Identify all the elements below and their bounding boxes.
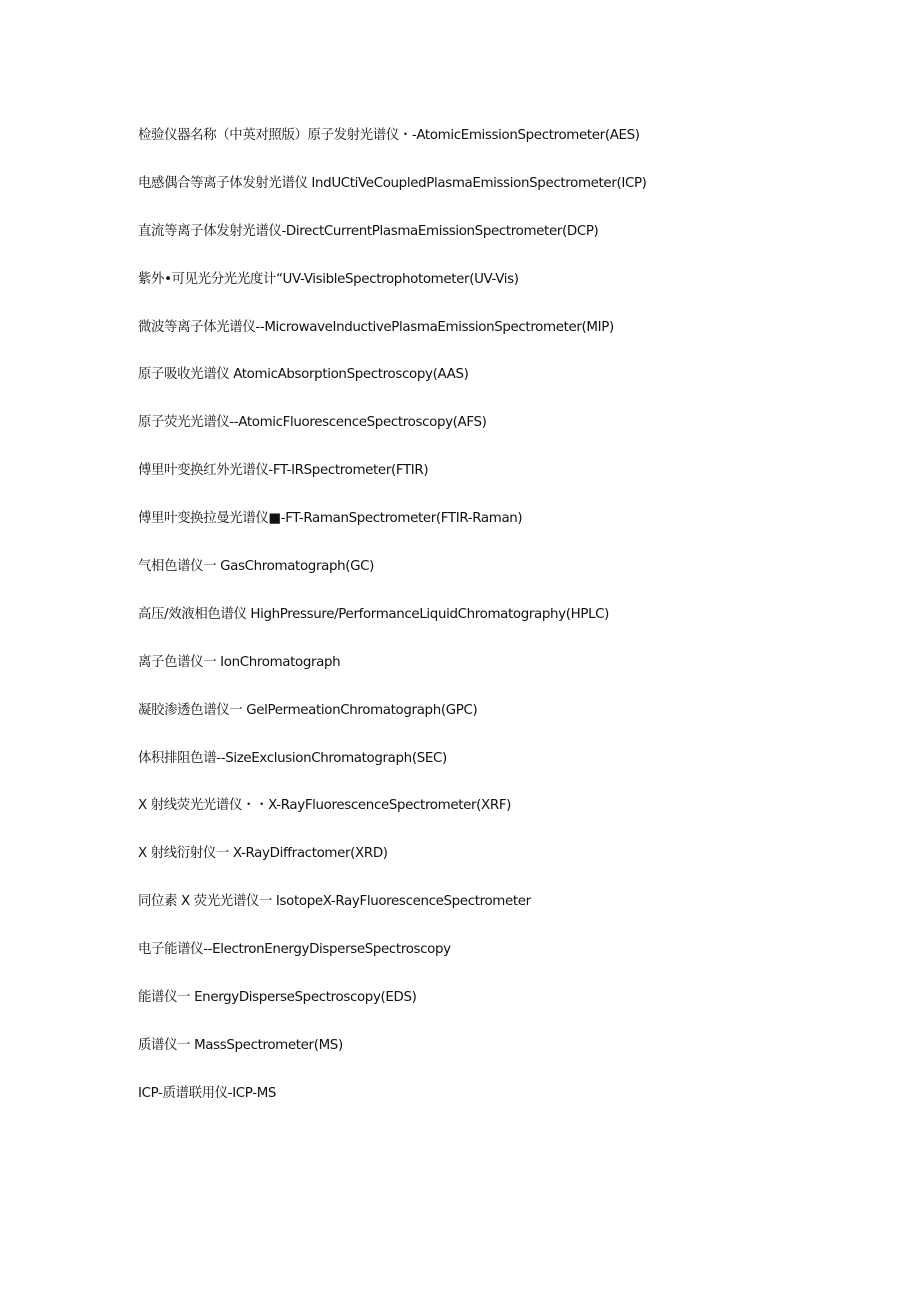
document-line: 傅里叶变换红外光谱仪-FT-IRSpectrometer(FTIR) [138,463,429,479]
document-line: 质谱仪一 MassSpectrometer(MS) [138,1037,343,1053]
document-line: 检验仪器名称（中英对照版）原子发射光谱仪・-AtomicEmissionSpectrometer(AES) [138,128,640,143]
document-line: X 射线荧光光谱仪・・X-RayFluorescenceSpectrometer(XRF) [138,798,512,814]
document-line: 微波等离子体光谱仪--MicrowaveInductivePlasmaEmissionSpectrometer(MIP) [138,319,614,335]
document-line: 直流等离子体发射光谱仪-DirectCurrentPlasmaEmissionSpectrometer(DCP) [138,223,599,239]
document-line: X 射线衍射仪一 X-RayDiffractomer(XRD) [138,846,388,862]
document-line: 紫外•可见光分光光度计“UV-VisibleSpectrophotometer(UV-Vis) [138,271,519,287]
document-line: 体积排阻色谱--SizeExclusionChromatograph(SEC) [138,750,447,766]
document-line: 离子色谱仪一 IonChromatograph [138,654,341,670]
document-line: ICP-质谱联用仪-ICP-MS [138,1085,277,1101]
document-line: 原子吸收光谱仪 AtomicAbsorptionSpectroscopy(AAS) [138,367,469,383]
document-line: 凝胶渗透色谱仪一 GelPermeationChromatograph(GPC) [138,702,478,718]
instrument-name-list [138,124,878,1130]
document-line: 气相色谱仪一 GasChromatograph(GC) [138,559,375,575]
document-line: 能谱仪一 EnergyDisperseSpectroscopy(EDS) [138,990,417,1006]
document-line: 电感偶合等离子体发射光谱仪 IndUCtiVeCoupledPlasmaEmissionSpectrometer(ICP) [138,175,647,191]
document-line: 电子能谱仪--ElectronEnergyDisperseSpectroscopy [138,942,451,958]
document-line: 傅里叶变换拉曼光谱仪■-FT-RamanSpectrometer(FTIR-Raman) [138,511,523,527]
document-line: 同位素 X 荧光光谱仪一 IsotopeX-RayFluorescenceSpectrometer [138,894,531,910]
document-line: 原子荧光光谱仪--AtomicFluorescenceSpectroscopy(AFS) [138,415,487,431]
document-line: 高压/效液相色谱仪 HighPressure/PerformanceLiquidChromatography(HPLC) [138,606,610,622]
